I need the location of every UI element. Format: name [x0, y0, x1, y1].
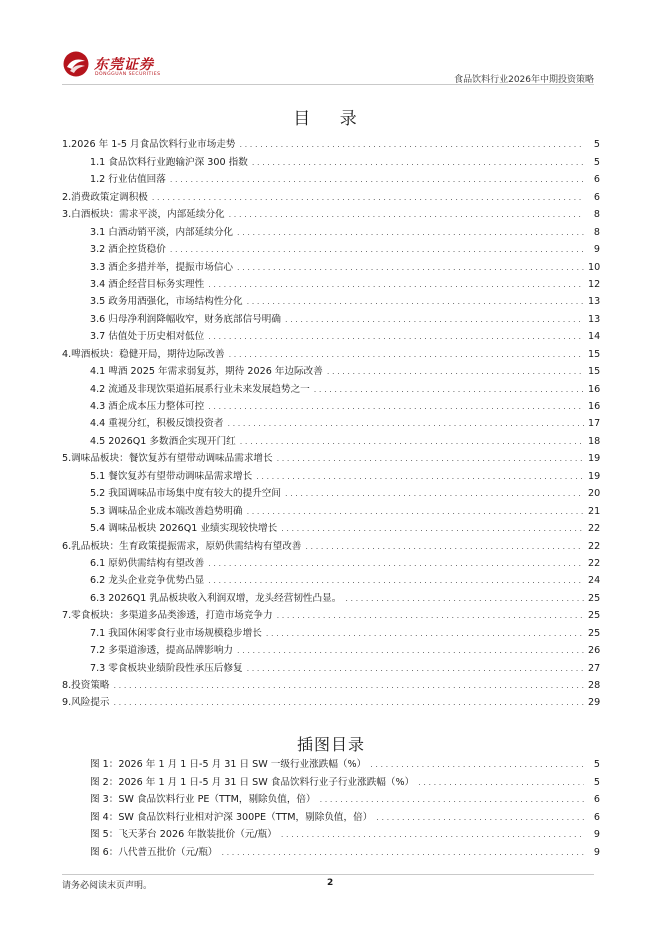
dot-leader [114, 697, 584, 709]
toc-subsection-entry[interactable] [62, 239, 600, 256]
dot-leader [266, 628, 584, 640]
entry-page-number: 25 [588, 627, 601, 639]
entry-page-number: 22 [588, 557, 601, 569]
dot-leader [247, 506, 584, 518]
dot-leader [229, 209, 584, 221]
toc-subsection-entry[interactable] [62, 500, 600, 517]
entry-page-number: 29 [588, 697, 601, 709]
entry-page-number: 25 [588, 592, 601, 604]
dot-leader [277, 453, 584, 465]
dot-leader [370, 759, 584, 771]
entry-page-number: 14 [588, 331, 601, 343]
toc-subsection-entry[interactable] [62, 291, 600, 308]
figure-entry[interactable] [90, 771, 600, 788]
toc-subsection-entry[interactable] [62, 553, 600, 570]
toc-subsection-entry[interactable] [62, 378, 600, 395]
entry-label: 7.1 我国休闲零食行业市场规模稳步增长 [90, 627, 262, 639]
entry-label: 5.1 餐饮复苏有望带动调味品需求增长 [90, 470, 253, 482]
dot-leader [240, 139, 584, 151]
dot-leader [418, 777, 584, 789]
dot-leader [114, 680, 584, 692]
entry-page-number: 5 [593, 139, 600, 151]
entry-page-number: 15 [588, 366, 601, 378]
entry-label: 6.3 2026Q1 乳品板块收入利润双增，龙头经营韧性凸显。 [90, 592, 342, 604]
entry-page-number: 9 [593, 829, 600, 841]
toc-subsection-entry[interactable] [62, 622, 600, 639]
footer-disclaimer: 请务必阅读末页声明。 [62, 881, 153, 891]
dot-leader [320, 794, 584, 806]
toc-subsection-entry[interactable] [62, 657, 600, 674]
dot-leader [281, 829, 584, 841]
entry-label: 7.3 零食板块业绩阶段性承压后修复 [90, 662, 243, 674]
logo-text-en: DONGGUAN SECURITIES [95, 72, 161, 77]
entry-page-number: 12 [588, 278, 601, 290]
dot-leader [237, 645, 584, 657]
toc-section-entry[interactable] [62, 535, 600, 552]
toc-subsection-entry[interactable] [62, 256, 600, 273]
toc-subsection-entry[interactable] [62, 221, 600, 238]
entry-label: 4.4 重视分红，积极反馈投资者 [90, 418, 224, 430]
logo-text-cn: 东莞证券 [94, 57, 154, 73]
toc-subsection-entry[interactable] [62, 587, 600, 604]
logo-emblem-icon [62, 50, 90, 78]
dot-leader [229, 349, 584, 361]
toc-section-entry[interactable] [62, 605, 600, 622]
toc-subsection-entry[interactable] [62, 326, 600, 343]
entry-page-number: 19 [588, 453, 601, 465]
entry-label: 5.4 调味品板块 2026Q1 业绩实现较快增长 [90, 523, 278, 535]
entry-page-number: 13 [588, 296, 601, 308]
entry-page-number: 6 [593, 794, 600, 806]
toc-subsection-entry[interactable] [62, 518, 600, 535]
dot-leader [305, 541, 584, 553]
entry-label: 7.零食板块：多渠道多品类渗透，打造市场竞争力 [62, 610, 273, 622]
entry-label: 图 2：2026 年 1 月 1 日-5 月 31 日 SW 食品饮料行业子行业涨跌幅（%） [90, 776, 415, 788]
entry-label: 2.消费政策定调积极 [62, 191, 148, 203]
entry-label: 3.7 估值处于历史相对低位 [90, 331, 205, 343]
dot-leader [376, 812, 584, 824]
dot-leader [208, 331, 584, 343]
dot-leader [285, 488, 584, 500]
toc-subsection-entry[interactable] [62, 361, 600, 378]
entry-label: 1.2 行业估值回落 [90, 174, 166, 186]
dot-leader [170, 244, 584, 256]
entry-label: 4.1 啤酒 2025 年需求弱复苏，期待 2026 年边际改善 [90, 366, 323, 378]
dot-leader [152, 192, 584, 204]
toc-section-entry[interactable] [62, 675, 600, 692]
figure-entry[interactable] [90, 824, 600, 841]
toc-subsection-entry[interactable] [62, 483, 600, 500]
entry-page-number: 19 [588, 470, 601, 482]
entry-page-number: 20 [588, 488, 601, 500]
entry-label: 6.1 原奶供需结构有望改善 [90, 557, 205, 569]
dot-leader [252, 157, 584, 169]
entry-page-number: 6 [593, 174, 600, 186]
entry-label: 9.风险提示 [62, 697, 110, 709]
entry-page-number: 22 [588, 540, 601, 552]
toc-section-entry[interactable] [62, 692, 600, 709]
entry-page-number: 26 [588, 645, 601, 657]
dot-leader [240, 436, 584, 448]
page-header [62, 46, 594, 86]
page-number: 2 [327, 878, 334, 888]
toc-subsection-entry[interactable] [62, 396, 600, 413]
toc-subsection-entry[interactable] [62, 465, 600, 482]
company-logo [62, 50, 222, 82]
entry-page-number: 9 [593, 846, 600, 858]
entry-label: 6.2 龙头企业竞争优势凸显 [90, 575, 205, 587]
entry-page-number: 18 [588, 435, 601, 447]
figure-list-title: 插图目录 [296, 735, 365, 754]
toc-section-entry[interactable] [62, 204, 600, 221]
dot-leader [237, 262, 584, 274]
entry-label: 4.5 2026Q1 多数酒企实现开门红 [90, 435, 236, 447]
entry-page-number: 25 [588, 610, 601, 622]
figure-entry[interactable] [90, 841, 600, 858]
toc-subsection-entry[interactable] [62, 640, 600, 657]
entry-label: 3.6 归母净利润降幅收窄，财务底部信号明确 [90, 313, 281, 325]
entry-page-number: 13 [588, 313, 601, 325]
entry-label: 3.3 酒企多措并举，提振市场信心 [90, 261, 234, 273]
dot-leader [345, 593, 584, 605]
toc-section-entry[interactable] [62, 448, 600, 465]
entry-page-number: 28 [588, 680, 601, 691]
toc-section-entry[interactable] [62, 134, 600, 151]
dot-leader [281, 523, 584, 535]
entry-label: 7.2 多渠道渗透，提高品牌影响力 [90, 645, 234, 657]
entry-label: 5.调味品板块：餐饮复苏有望带动调味品需求增长 [62, 453, 273, 465]
dot-leader [247, 663, 584, 675]
entry-page-number: 8 [593, 209, 600, 221]
figure-list [90, 754, 600, 859]
entry-page-number: 22 [588, 523, 601, 535]
entry-label: 3.4 酒企经营目标务实理性 [90, 278, 205, 290]
dot-leader [327, 366, 584, 378]
entry-label: 3.5 政务用酒强化，市场结构性分化 [90, 296, 243, 308]
dot-leader [170, 174, 584, 186]
entry-page-number: 16 [588, 401, 601, 412]
dot-leader [208, 575, 584, 587]
entry-page-number: 24 [588, 575, 601, 587]
entry-label: 8.投资策略 [62, 680, 110, 691]
dot-leader [256, 471, 584, 483]
entry-label: 3.2 酒企控货稳价 [90, 244, 166, 256]
dot-leader [222, 847, 584, 859]
toc-subsection-entry[interactable] [62, 413, 600, 430]
entry-page-number: 21 [588, 505, 601, 517]
table-of-contents [62, 134, 600, 709]
entry-page-number: 5 [593, 776, 600, 788]
dot-leader [208, 401, 584, 413]
dot-leader [285, 314, 584, 326]
entry-page-number: 8 [593, 226, 600, 238]
entry-label: 6.乳品板块：生育政策提振需求，原奶供需结构有望改善 [62, 540, 302, 552]
toc-subsection-entry[interactable] [62, 570, 600, 587]
dot-leader [237, 227, 584, 239]
entry-label: 3.白酒板块：需求平淡，内部延续分化 [62, 209, 225, 221]
entry-label: 4.啤酒板块：稳健开局，期待边际改善 [62, 348, 225, 360]
dot-leader [277, 610, 584, 622]
toc-subsection-entry[interactable] [62, 169, 600, 186]
toc-subsection-entry[interactable] [62, 151, 600, 168]
dot-leader [247, 296, 584, 308]
toc-subsection-entry[interactable] [62, 308, 600, 325]
entry-page-number: 6 [593, 191, 600, 203]
figure-entry[interactable] [90, 754, 600, 771]
dot-leader [208, 558, 584, 570]
toc-section-entry[interactable] [62, 343, 600, 360]
figure-entry[interactable] [90, 789, 600, 806]
entry-page-number: 15 [588, 348, 601, 360]
entry-label: 5.2 我国调味品市场集中度有较大的提升空间 [90, 488, 281, 500]
dot-leader [208, 279, 584, 291]
toc-subsection-entry[interactable] [62, 274, 600, 291]
entry-label: 图 6：八代普五批价（元/瓶） [90, 846, 218, 858]
entry-label: 图 3：SW 食品饮料行业 PE（TTM，剔除负值，倍） [90, 794, 316, 806]
entry-label: 3.1 白酒动销平淡，内部延续分化 [90, 226, 234, 238]
dot-leader [314, 384, 584, 396]
entry-page-number: 10 [588, 261, 601, 273]
entry-label: 4.3 酒企成本压力整体可控 [90, 401, 205, 412]
entry-page-number: 9 [593, 244, 600, 256]
entry-page-number: 17 [588, 418, 601, 430]
entry-page-number: 27 [588, 662, 601, 674]
entry-label: 1.2026 年 1-5 月食品饮料行业市场走势 [62, 139, 236, 151]
header-divider [62, 84, 594, 85]
dot-leader [227, 418, 584, 430]
footer-divider [62, 874, 594, 875]
entry-label: 1.1 食品饮料行业跑输沪深 300 指数 [90, 156, 248, 168]
entry-page-number: 16 [588, 383, 601, 395]
entry-label: 图 4：SW 食品饮料行业相对沪深 300PE（TTM，剔除负值，倍） [90, 811, 373, 823]
toc-title: 目 录 [293, 109, 369, 129]
entry-page-number: 5 [593, 156, 600, 168]
toc-subsection-entry[interactable] [62, 430, 600, 447]
entry-label: 图 5：飞天茅台 2026 年散装批价（元/瓶） [90, 829, 277, 841]
entry-page-number: 5 [593, 759, 600, 771]
entry-label: 5.3 调味品企业成本端改善趋势明确 [90, 505, 243, 517]
entry-label: 4.2 流通及非现饮渠道拓展系行业未来发展趋势之一 [90, 383, 310, 395]
entry-label: 图 1：2026 年 1 月 1 日-5 月 31 日 SW 一级行业涨跌幅（%） [90, 759, 367, 771]
toc-section-entry[interactable] [62, 186, 600, 203]
figure-entry[interactable] [90, 806, 600, 823]
entry-page-number: 6 [593, 811, 600, 823]
report-title: 食品饮料行业2026年中期投资策略 [454, 75, 594, 85]
